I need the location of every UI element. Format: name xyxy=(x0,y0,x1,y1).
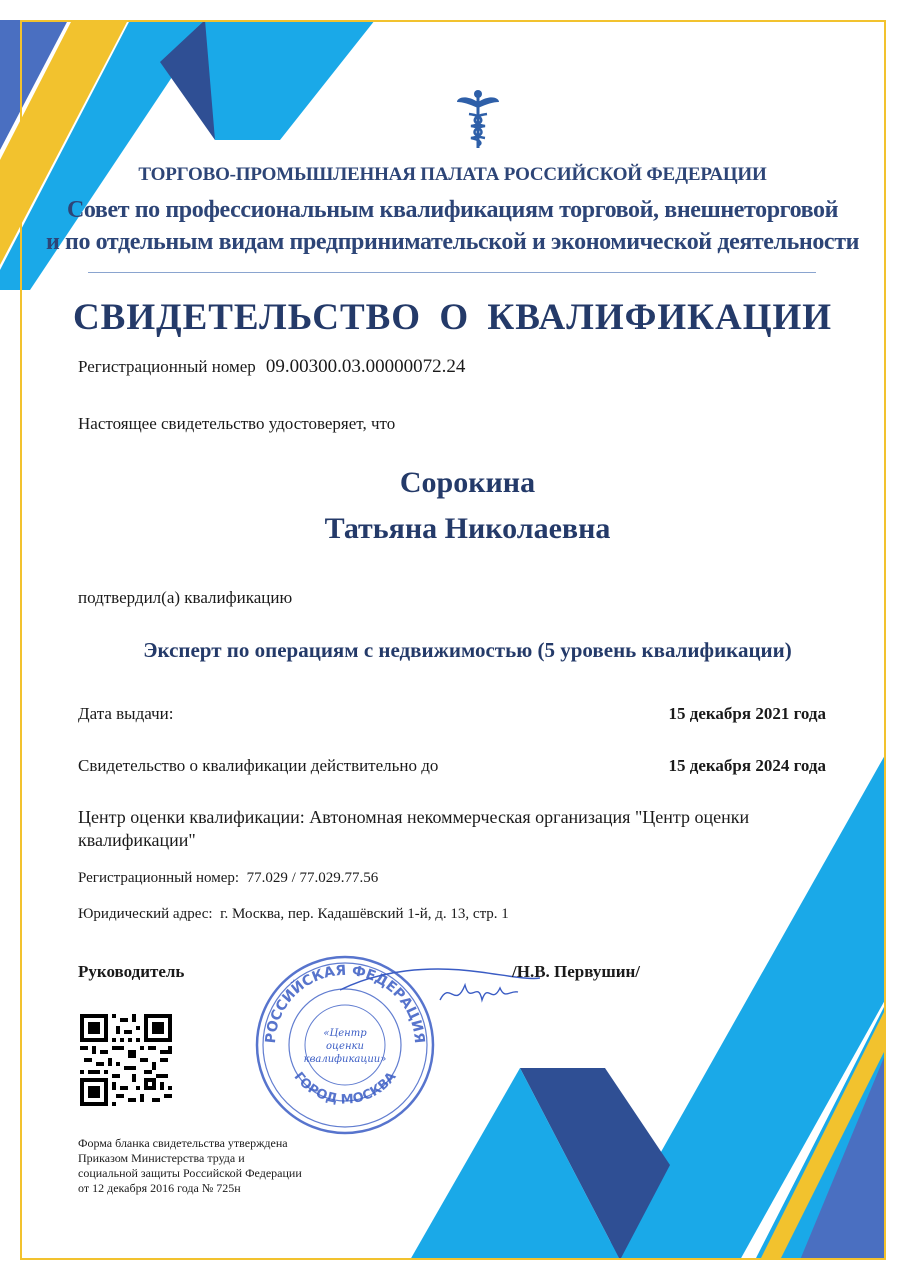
document-title: СВИДЕТЕЛЬСТВО О КВАЛИФИКАЦИИ xyxy=(72,297,833,338)
issue-date-value: 15 декабря 2021 года xyxy=(668,704,826,723)
stamp-center-line1: «Центр xyxy=(323,1028,367,1039)
center-registration xyxy=(78,870,378,887)
stamp-bottom-text: ГОРОД МОСКВА xyxy=(290,1069,400,1108)
signatory-role: Руководитель xyxy=(78,962,185,981)
svg-text:ГОРОД МОСКВА xyxy=(291,1070,400,1108)
center-registration-label: Регистрационный номер: xyxy=(78,870,240,886)
registration-line xyxy=(78,356,465,378)
chamber-name: ТОРГОВО-ПРОМЫШЛЕННАЯ ПАЛАТА РОССИЙСКОЙ ФЕДЕРАЦИИ xyxy=(138,164,767,185)
validity-label: Свидетельство о квалификации действительно до xyxy=(78,756,439,775)
center-address-value: г. Москва, пер. Кадашёвский 1-й, д. 13, стр. 1 xyxy=(220,906,509,922)
form-approval-line4: от 12 декабря 2016 года № 725н xyxy=(78,1181,241,1195)
council-name-line2: и по отдельным видам предпринимательской и экономической деятельности xyxy=(45,229,860,255)
confirmed-text: подтвердил(а) квалификацию xyxy=(78,588,293,607)
registration-number: 09.00300.03.00000072.24 xyxy=(265,356,466,377)
council-name xyxy=(0,194,905,258)
qualification-title: Эксперт по операциям с недвижимостью (5 уровень квалификации) xyxy=(143,638,792,662)
certifies-text: Настоящее свидетельство удостоверяет, что xyxy=(78,414,396,433)
center-address xyxy=(78,906,509,923)
stamp-center-line3: квалификации» xyxy=(303,1054,387,1065)
holder-given-names: Татьяна Николаевна xyxy=(324,512,611,545)
header-divider xyxy=(88,272,816,273)
form-approval-line3: социальной защиты Российской Федерации xyxy=(78,1166,302,1180)
stamp-center-line2: оценки xyxy=(326,1041,364,1052)
form-approval-note xyxy=(78,1136,378,1196)
council-name-line1: Совет по профессиональным квалификациям торговой, внешнеторговой xyxy=(67,197,838,223)
holder-surname: Сорокина xyxy=(399,466,536,499)
validity-date-value: 15 декабря 2024 года xyxy=(668,756,826,775)
caduceus-icon xyxy=(455,88,501,150)
signatory-name: /Н.В. Первушин/ xyxy=(512,962,641,981)
center-registration-number: 77.029 / 77.029.77.56 xyxy=(246,870,379,886)
registration-label: Регистрационный номер xyxy=(78,357,256,376)
assessment-center: Центр оценки квалификации: Автономная некоммерческая организация "Центр оценки квалификации" xyxy=(78,807,750,850)
stamp-top-text: РОССИЙСКАЯ ФЕДЕРАЦИЯ xyxy=(262,962,428,1044)
issue-date-label: Дата выдачи: xyxy=(78,704,174,723)
qr-code xyxy=(80,1014,172,1106)
handwritten-signature xyxy=(340,960,540,1020)
center-address-label: Юридический адрес: xyxy=(78,906,213,922)
form-approval-line1: Форма бланка свидетельства утверждена xyxy=(78,1136,288,1150)
form-approval-line2: Приказом Министерства труда и xyxy=(78,1151,245,1165)
